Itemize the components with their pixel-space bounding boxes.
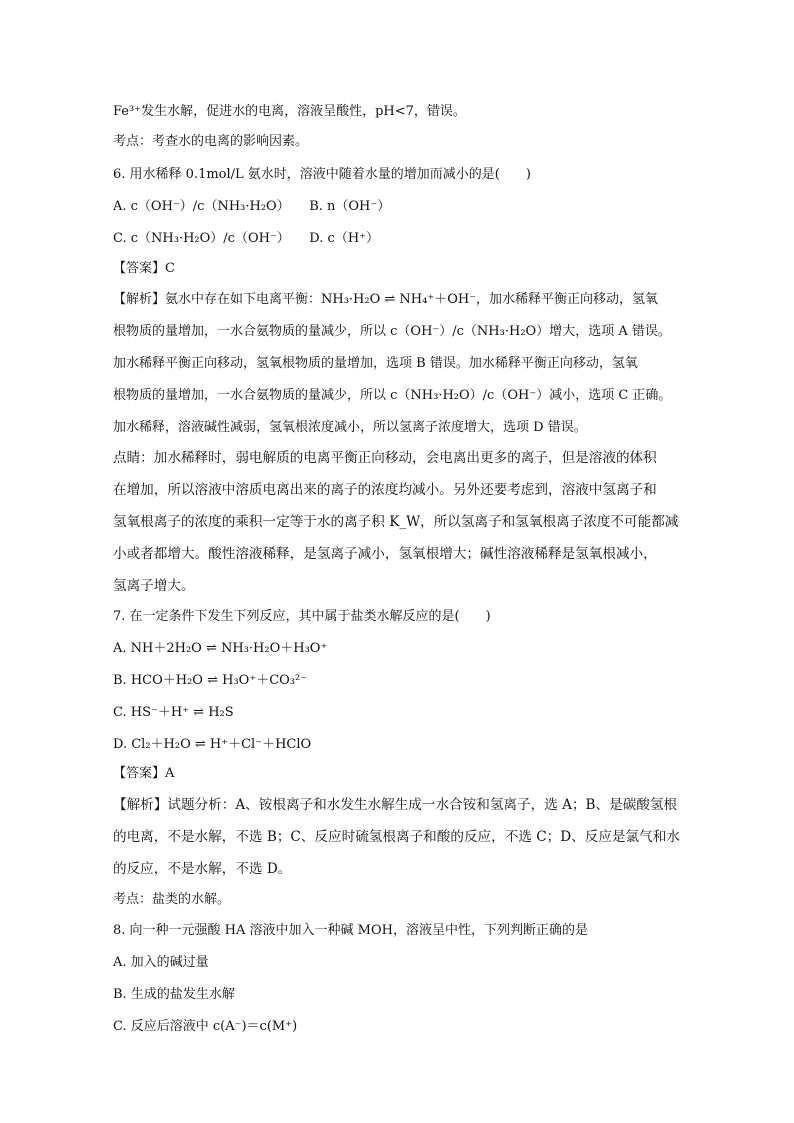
question-8-option-a: A. 加入的碱过量 bbox=[113, 955, 209, 970]
question-8-stem: 8. 向一种一元强酸 HA 溶液中加入一种碱 MOH，溶液呈中性，下列判断正确的是 bbox=[113, 923, 588, 938]
question-7-option-b: B. HCO＋H₂O ⇌ H₃O⁺＋CO₃²⁻ bbox=[113, 673, 308, 688]
question-7-stem: 7. 在一定条件下发生下列反应，其中属于盐类水解反应的是( ) bbox=[113, 609, 491, 624]
analysis-line: 【解析】试题分析：A、铵根离子和水发生水解生成一水合铵和氢离子，选 A；B、是碳酸氢根 bbox=[113, 797, 678, 813]
text-line: 考点：盐类的水解。 bbox=[113, 892, 231, 907]
question-7-option-d: D. Cl₂＋H₂O ⇌ H⁺＋Cl⁻＋HClO bbox=[113, 737, 312, 752]
tip-line: 在增加，所以溶液中溶质电离出来的离子的浓度均减小。另外还要考虑到，溶液中氢离子和 bbox=[113, 482, 657, 498]
tip-line: 小或者都增大。酸性溶液稀释，是氢离子减小，氢氧根增大；碱性溶液稀释是氢氧根减小， bbox=[113, 546, 657, 562]
tip-line: 氢离子增大。 bbox=[113, 578, 195, 594]
question-6-stem: 6. 用水稀释 0.1mol/L 氨水时，溶液中随着水量的增加而减小的是( ) bbox=[113, 167, 531, 182]
question-7-option-a: A. NH＋2H₂O ⇌ NH₃·H₂O＋H₃O⁺ bbox=[113, 641, 328, 656]
answer-label: 【答案】C bbox=[113, 261, 175, 276]
tip-line: 点睛：加水稀释时，弱电解质的电离平衡正向移动，会电离出更多的离子，但是溶液的体积 bbox=[113, 450, 657, 466]
analysis-line: 的反应，不是水解，不选 D。 bbox=[113, 861, 292, 877]
text-line: 考点：考查水的电离的影响因素。 bbox=[113, 134, 309, 149]
analysis-line: 加水稀释平衡正向移动，氢氧根物质的量增加，选项 B 错误。加水稀释平衡正向移动，氢氧 bbox=[113, 356, 638, 371]
analysis-line: 根物质的量增加，一水合氨物质的量减少，所以 c（NH₃·H₂O）/c（OH⁻）减小，选项 C 正确。 bbox=[113, 388, 672, 403]
question-8-option-c: C. 反应后溶液中 c(A⁻)＝c(M⁺) bbox=[113, 1019, 298, 1034]
analysis-line: 的电离，不是水解，不选 B；C、反应时硫氢根离子和酸的反应，不选 C；D、反应是氯气和水 bbox=[113, 829, 680, 845]
text-line: Fe³⁺发生水解，促进水的电离，溶液呈酸性，pH<7，错误。 bbox=[113, 104, 466, 119]
answer-label: 【答案】A bbox=[113, 766, 175, 781]
question-7-option-c: C. HS⁻＋H⁺ ⇌ H₂S bbox=[113, 705, 234, 720]
question-6-options-cd: C. c（NH₃·H₂O）/c（OH⁻） D. c（H⁺） bbox=[113, 231, 380, 246]
question-6-options-ab: A. c（OH⁻）/c（NH₃·H₂O） B. n（OH⁻） bbox=[113, 199, 391, 214]
question-8-option-b: B. 生成的盐发生水解 bbox=[113, 987, 235, 1002]
analysis-line: 【解析】氨水中存在如下电离平衡：NH₃·H₂O ⇌ NH₄⁺＋OH⁻，加水稀释平衡正向移动，氢氧 bbox=[113, 292, 659, 307]
analysis-line: 根物质的量增加，一水合氨物质的量减少，所以 c（OH⁻）/c（NH₃·H₂O）增大，选项 A 错误。 bbox=[113, 324, 671, 339]
tip-line: 氢氧根离子的浓度的乘积一定等于水的离子积 K_W，所以氢离子和氢氧根离子浓度不可能都减 bbox=[113, 514, 679, 530]
analysis-line: 加水稀释，溶液碱性减弱，氢氧根浓度减小，所以氢离子浓度增大，选项 D 错误。 bbox=[113, 420, 587, 435]
